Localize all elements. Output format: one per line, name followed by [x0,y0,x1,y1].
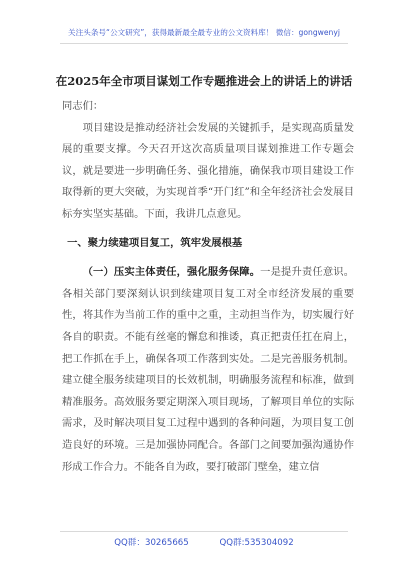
salutation: 同志们： [62,100,104,112]
header-banner: 关注头条号“公文研究”，获得最新最全最专业的公文资料库！ 微信：gongwenyj [68,28,340,37]
document-body [62,96,354,478]
subsection-paragraph-1 [62,262,354,478]
subsection-body-1: 一是提升责任意识。各相关部门要深刻认识到续建项目复工对全市经济发展的重要性，将其作为当前工作的重中之重，主动担当作为，切实履行好各自的职责。不能有丝毫的懈怠和推诿，真正把责任扛在肩上，把工作抓在手上，确保各项工作落到实处。二是完善服务机制。建立健全服务续建项目的长效机制，明确服务流程和标准，做到精准服务。高效服务要定期深入项目现场，了解项目单位的实际需求，及时解决项目复工过程中遇到的各种问题，为项目复工创造良好的环境。三是加强协同配合。各部门之间要加强沟通协作形成工作合力。不能各自为政，要打破部门壁垒，建立信 [62,266,355,473]
section-heading-1: 一、聚力续建项目复工，筑牢发展根基 [67,236,243,249]
header-divider [60,43,348,44]
intro-paragraph: 项目建设是推动经济社会发展的关键抓手，是实现高质量发展的重要支撑。今天召开这次高质量项目谋划推进工作专题会议，就是要进一步明确任务、强化措施，确保我市项目建设工作取得新的更大突破，为实现首季“开门红”和全年经济社会发展目标夯实坚实基础。下面，我讲几点意见。 [62,121,354,220]
footer [0,536,408,548]
footer-divider [60,531,348,532]
subsection-heading-1: （一）压实主体责任，强化服务保障。 [82,266,261,279]
footer-qq-group-1: QQ群：30265665 [114,538,189,548]
document-title: 在2025年全市项目谋划工作专题推进会上的讲话上的讲话 [55,74,353,88]
footer-qq-group-2: QQ群:535304092 [219,538,294,548]
